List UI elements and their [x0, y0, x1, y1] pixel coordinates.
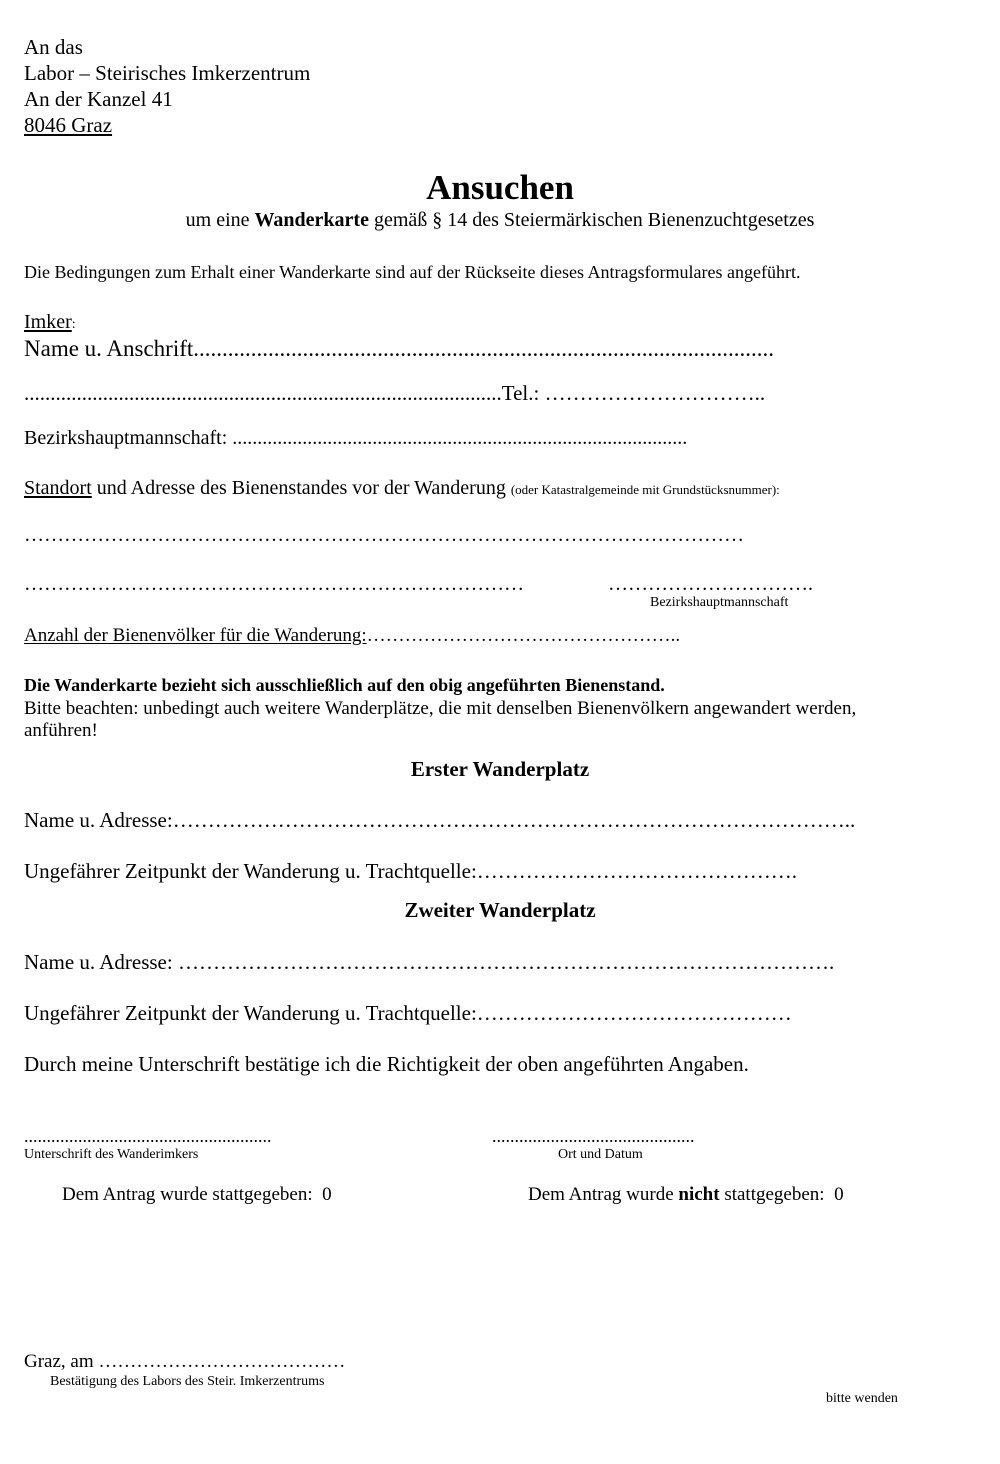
anzahl-dots: ………………………………………….. — [366, 625, 681, 646]
subtitle-pre: um eine — [185, 209, 255, 231]
imker-heading-colon: : — [71, 317, 76, 332]
erster-name-field[interactable]: Name u. Adresse:…………………………………………………………………………………….. — [24, 808, 856, 832]
rejected-checkbox[interactable] — [528, 1185, 844, 1204]
rejected-post: stattgegeben: 0 — [719, 1184, 844, 1205]
rejected-pre: Dem Antrag wurde — [528, 1184, 679, 1205]
zweiter-zeit-field[interactable]: Ungefährer Zeitpunkt der Wanderung u. Trachtquelle:……………………………………… — [24, 1001, 792, 1025]
notice-line-3: anführen! — [24, 720, 98, 741]
page-title: Ansuchen — [426, 168, 574, 207]
lab-caption: Bestätigung des Labors des Steir. Imkerzentrums — [50, 1374, 325, 1389]
imker-name-field[interactable]: Name u. Anschrift..................................................................................................... — [24, 336, 775, 361]
conditions-note: Die Bedingungen zum Erhalt einer Wanderkarte sind auf der Rückseite dieses Antragsformulares angeführt. — [24, 262, 801, 282]
notice-line-2: Bitte beachten: unbedingt auch weitere Wanderplätze, die mit denselben Bienenvölkern angewandert werden, — [24, 698, 857, 719]
page-subtitle — [0, 210, 1000, 230]
imker-bh-field[interactable]: Bezirkshauptmannschaft: ........................................................................................... — [24, 427, 688, 449]
standort-label-small: (oder Katastralgemeinde mit Grundstücksnummer): — [510, 482, 780, 497]
bitte-wenden: bitte wenden — [826, 1391, 898, 1406]
recipient-line-1: An das — [24, 35, 83, 59]
anzahl-field[interactable] — [24, 626, 680, 645]
imker-heading — [24, 312, 76, 332]
standort-bh-caption: Bezirkshauptmannschaft — [650, 595, 789, 610]
graz-date-field[interactable]: Graz, am ………………………………… — [24, 1351, 346, 1372]
subtitle-bold: Wanderkarte — [254, 209, 369, 231]
place-date-field[interactable]: ............................................. — [492, 1126, 695, 1146]
subtitle-post: gemäß § 14 des Steiermärkischen Bienenzuchtgesetzes — [368, 209, 815, 231]
notice-bold: Die Wanderkarte bezieht sich ausschließlich auf den obig angeführten Bienenstand. — [24, 675, 665, 695]
signature-caption: Unterschrift des Wanderimkers — [24, 1147, 199, 1162]
standort-line-1[interactable]: ……………………………………………………………………………………………… — [24, 524, 744, 546]
erster-heading: Erster Wanderplatz — [410, 757, 590, 781]
signature-field[interactable]: ....................................................... — [24, 1126, 272, 1146]
rejected-bold: nicht — [678, 1184, 720, 1205]
recipient-line-4: 8046 Graz — [24, 113, 113, 137]
place-date-caption: Ort und Datum — [558, 1147, 643, 1162]
standort-label-underlined: Standort — [24, 477, 92, 499]
recipient-line-3: An der Kanzel 41 — [24, 87, 173, 111]
zweiter-name-field[interactable]: Name u. Adresse: …………………………………………………………………………………. — [24, 950, 835, 974]
standort-bh-field[interactable]: …………………………. — [608, 573, 813, 595]
confirmation-text: Durch meine Unterschrift bestätige ich die Richtigkeit der oben angeführten Angaben. — [24, 1052, 749, 1076]
approved-checkbox[interactable]: Dem Antrag wurde stattgegeben: 0 — [62, 1184, 332, 1205]
standort-label-rest: und Adresse des Bienenstandes vor der Wanderung — [91, 477, 511, 499]
imker-address-field[interactable]: ...........................................................................................Tel.: ………………………….. — [24, 381, 766, 405]
imker-heading-label: Imker — [24, 311, 72, 333]
erster-zeit-field[interactable]: Ungefährer Zeitpunkt der Wanderung u. Trachtquelle:………………………………………. — [24, 859, 798, 883]
anzahl-label: Anzahl der Bienenvölker für die Wanderung: — [24, 625, 367, 646]
recipient-line-2: Labor – Steirisches Imkerzentrum — [24, 61, 311, 85]
standort-label — [24, 478, 780, 498]
standort-line-2[interactable]: ………………………………………………………………… — [24, 573, 524, 595]
zweiter-heading: Zweiter Wanderplatz — [404, 898, 596, 922]
